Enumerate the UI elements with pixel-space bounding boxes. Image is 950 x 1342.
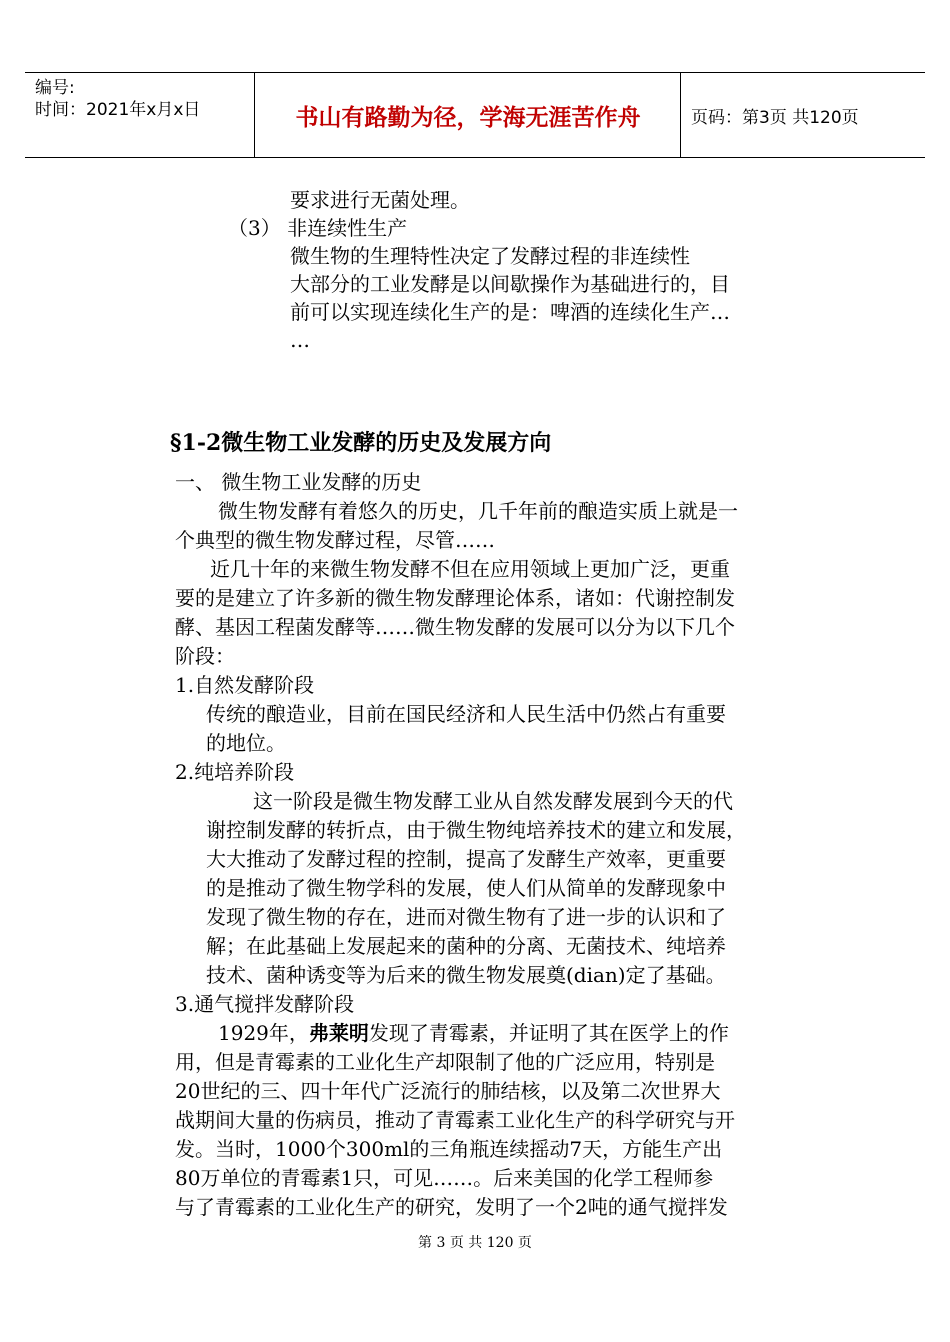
header-meta [35,77,200,121]
text-line: 大大推动了发酵过程的控制，提高了发酵生产效率，更重要 [206,847,726,871]
text-line: 的是推动了微生物学科的发展，使人们从简单的发酵现象中 [206,876,726,900]
section-title: §1-2微生物工业发酵的历史及发展方向 [170,430,552,456]
header-number: 编号: [35,78,75,98]
text-line: 发现了微生物的存在，进而对微生物有了进一步的认识和了 [206,905,726,929]
stage-heading: 2.纯培养阶段 [175,760,295,784]
header-divider [680,73,681,157]
text-line: （3） 非连续性生产 [228,216,408,240]
text-line: 谢控制发酵的转折点，由于微生物纯培养技术的建立和发展， [206,818,746,842]
text-line: 要的是建立了许多新的微生物发酵理论体系，诸如：代谢控制发 [175,586,735,610]
stage-heading: 1.自然发酵阶段 [175,673,315,697]
text-line: 发。当时，1000个300ml的三角瓶连续摇动7天，方能生产出 [175,1137,723,1161]
text-line: 个典型的微生物发酵过程，尽管…… [175,528,495,552]
text-line: 20世纪的三、四十年代广泛流行的肺结核，以及第二次世界大 [175,1079,721,1103]
text-line: 传统的酿造业，目前在国民经济和人民生活中仍然占有重要 [206,702,726,726]
header-table [25,72,925,158]
text-line: 80万单位的青霉素1只，可见……。后来美国的化学工程师参 [175,1166,714,1190]
stage-heading: 3.通气搅拌发酵阶段 [175,992,355,1016]
text-line: 要求进行无菌处理。 [290,188,470,212]
header-motto: 书山有路勤为径，学海无涯苦作舟 [295,104,641,131]
text-line: 阶段： [175,644,235,668]
text-line: 大部分的工业发酵是以间歇操作为基础进行的，目 [290,272,730,296]
header-time: 时间：2021年x月x日 [35,100,201,120]
text-line [218,1019,729,1047]
text-line: … [290,328,310,352]
name-fleming: 弗莱明 [308,1021,369,1045]
page-footer: 第 3 页 共 120 页 [418,1235,532,1251]
text-line: 用，但是青霉素的工业化生产却限制了他的广泛应用，特别是 [175,1050,715,1074]
text-fragment: 1929年， [218,1021,309,1045]
text-line: 近几十年的来微生物发酵不但在应用领域上更加广泛，更重 [210,557,730,581]
text-line: 解；在此基础上发展起来的菌种的分离、无菌技术、纯培养 [206,934,726,958]
subsection-heading: 一、 微生物工业发酵的历史 [175,470,422,494]
text-line: 战期间大量的伤病员，推动了青霉素工业化生产的科学研究与开 [175,1108,735,1132]
text-line: 前可以实现连续化生产的是：啤酒的连续化生产… [290,300,730,324]
text-line: 的地位。 [206,731,286,755]
text-fragment: 发现了青霉素，并证明了其在医学上的作 [368,1021,729,1045]
text-line: 微生物的生理特性决定了发酵过程的非连续性 [290,244,690,268]
header-page-info: 页码：第3页 共120页 [691,107,859,128]
text-line: 微生物发酵有着悠久的历史，几千年前的酿造实质上就是一 [218,499,738,523]
text-line: 与了青霉素的工业化生产的研究，发明了一个2吨的通气搅拌发 [175,1195,728,1219]
text-line: 技术、菌种诱变等为后来的微生物发展奠(dian)定了基础。 [206,963,726,987]
text-line: 酵、基因工程菌发酵等……微生物发酵的发展可以分为以下几个 [175,615,735,639]
text-line: 这一阶段是微生物发酵工业从自然发酵发展到今天的代 [253,789,733,813]
